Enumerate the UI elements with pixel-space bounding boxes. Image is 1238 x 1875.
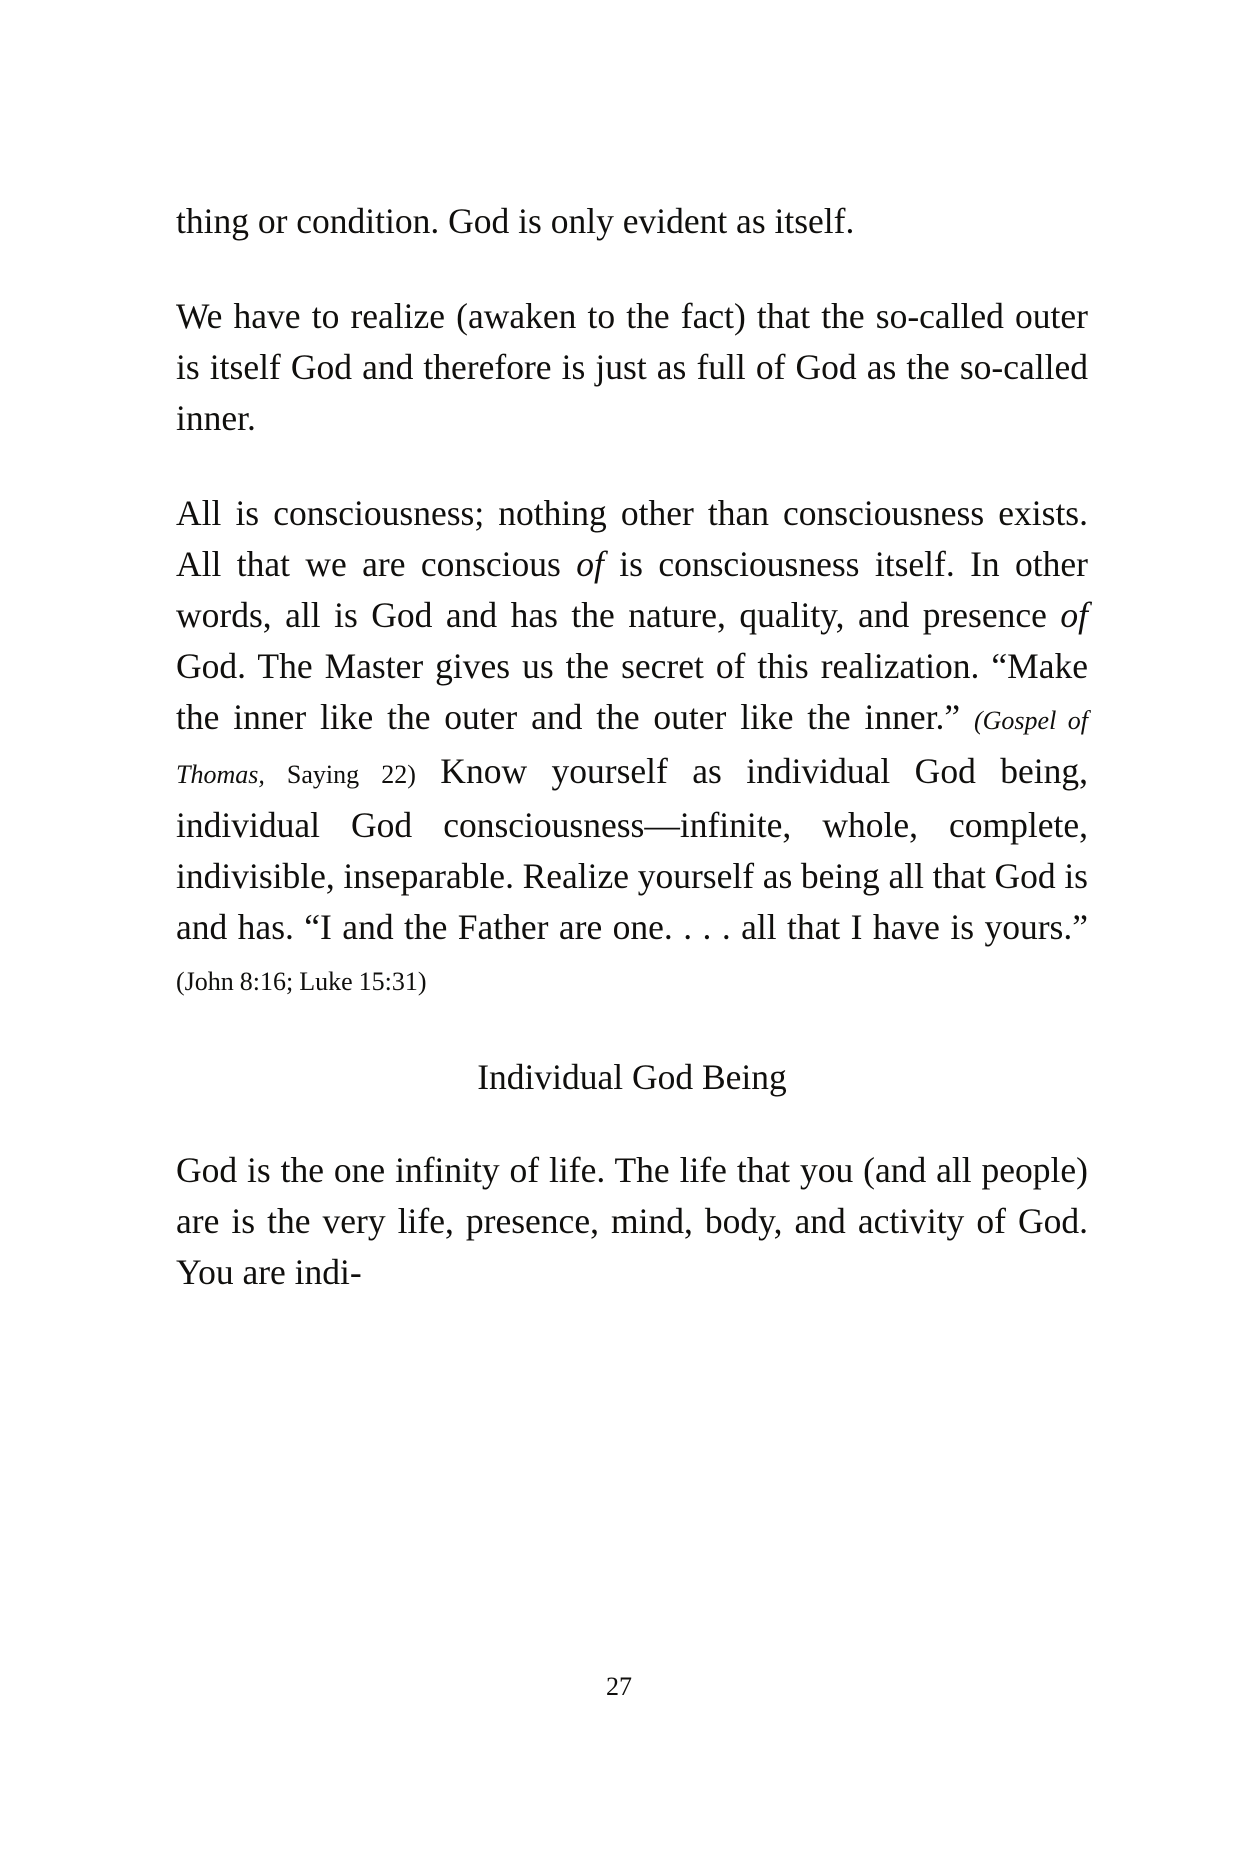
paragraph-god-is-one-infinity: God is the one infinity of life. The life that you (and all people) are is the very life, presence, mind, body, and activity of God. You are indi- (176, 1150, 1088, 1292)
text-column (176, 196, 1088, 1298)
citation-saying-number: Saying 22) (264, 760, 416, 789)
para3-italic-of-1: of (576, 544, 604, 584)
paragraph-realize: We have to realize (awaken to the fact) that the so-called outer is itself God and therefore is just as full of God as the so-called inner. (176, 296, 1088, 438)
citation-john-luke: (John 8:16; Luke 15:31) (176, 967, 427, 996)
para3-part1: All is consciousness; nothing other than consciousness exists. All that we are conscious (176, 493, 1088, 584)
para3-italic-of-2: of (1060, 595, 1088, 635)
para3-part4: Know yourself as individual God being, individual God consciousness—infinite, whole, complete, indivisible, inseparable. Realize yourself as being all that God is and has. “I and the Father are one. . . . all that I have is yours.” (176, 751, 1089, 947)
para3-part3: God. The Master gives us the secret of this realization. “Make the inner like the outer and the outer like the inner.” (176, 646, 1088, 737)
paragraph-all-is-consciousness (176, 488, 1088, 1007)
page-number: 27 (606, 1672, 632, 1701)
citation-gospel-of-thomas: (Gospel of Thomas, (176, 706, 1088, 789)
para3-part2: is consciousness itself. In other words, all is God and has the nature, quality, and presence (176, 544, 1088, 635)
paragraph-continuation: thing or condition. God is only evident as itself. (176, 201, 855, 241)
section-heading-individual-god-being: Individual God Being (477, 1057, 787, 1097)
